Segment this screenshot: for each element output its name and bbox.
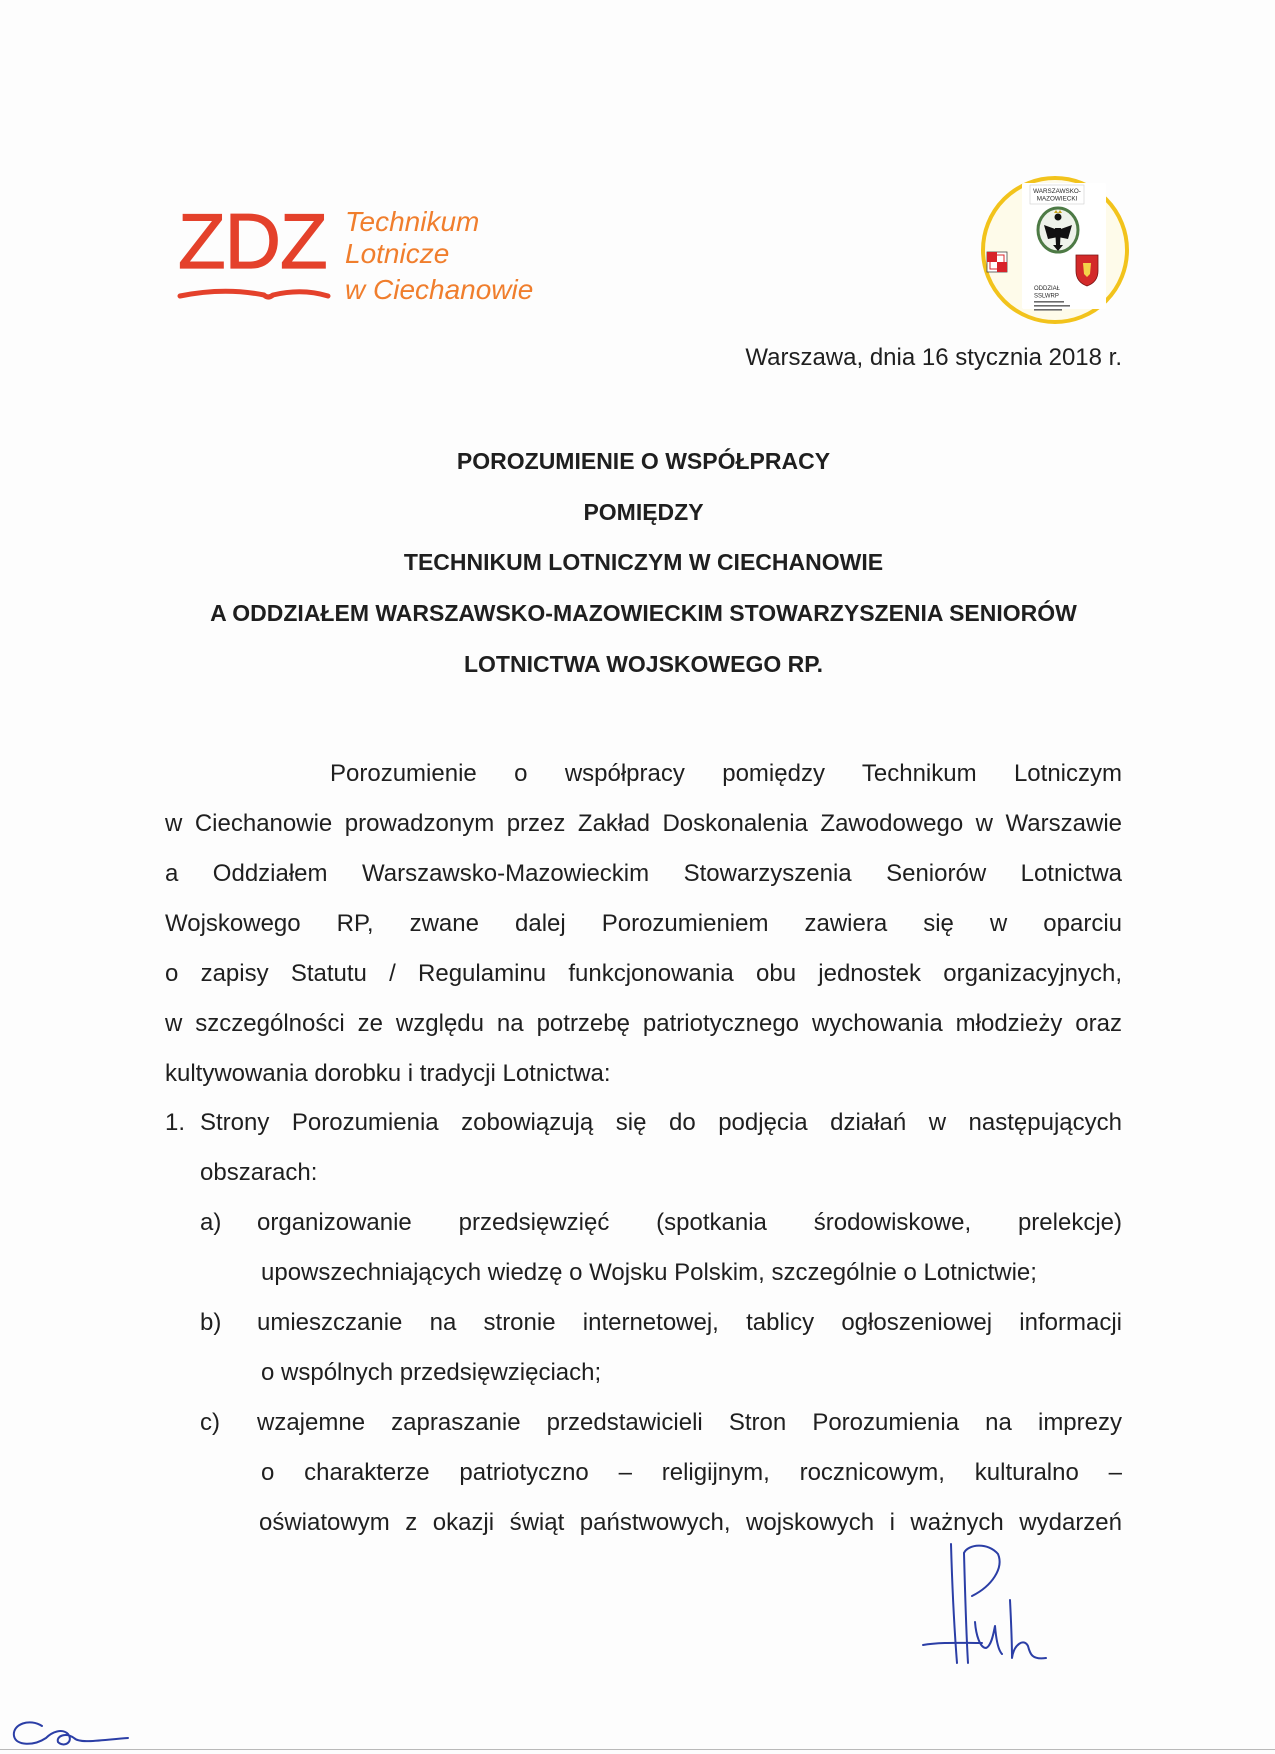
subitem-line (261, 1248, 1122, 1298)
subitem-text: umieszczanie na stronie internetowej, tablicy ogłoszeniowej informacji (257, 1309, 1122, 1337)
title-line: LOTNICTWA WOJSKOWEGO RP. (463, 650, 824, 677)
handwritten-signature (900, 1530, 1070, 1680)
subitem-text: oświatowym z okazji świąt państwowych, wojskowych i ważnych wydarzeń (259, 1508, 1122, 1536)
association-seal (978, 173, 1132, 327)
intro-line-text: Wojskowego RP, zwane dalej Porozumieniem zawiera się w oparciu (165, 909, 1122, 937)
intro-line-text: kultywowania dorobku i tradycji Lotnictwa: (165, 1059, 611, 1087)
coat-of-arms-icon (1076, 255, 1098, 286)
subitem-line (200, 1398, 1122, 1448)
title-line: TECHNIKUM LOTNICZYM W CIECHANOWIE (403, 549, 884, 576)
document-body (0, 749, 1275, 1548)
title-line: POMIĘDZY (583, 498, 704, 525)
subitem-marker: c) (200, 1408, 220, 1436)
seal-top-text: WARSZAWSKO- (1033, 188, 1081, 195)
list-item-line (165, 1098, 1122, 1148)
intro-line (165, 849, 1122, 899)
subitem-marker: b) (200, 1309, 222, 1337)
list-item-line (200, 1148, 1122, 1198)
intro-line-text: Porozumienie o współpracy pomiędzy Technikum Lotniczym (330, 760, 1122, 787)
checkerboard-icon (987, 252, 1007, 272)
intro-line-text: o zapisy Statutu / Regulaminu funkcjonowania obu jednostek organizacyjnych, (165, 959, 1122, 987)
intro-line-text: a Oddziałem Warszawsko-Mazowieckim Stowarzyszenia Seniorów Lotnictwa (165, 859, 1122, 887)
seal-bottom-text: ODDZIAŁ (1034, 286, 1061, 292)
subitem-marker: a) (200, 1209, 222, 1237)
subitem-text: wzajemne zapraszanie przedstawicieli Stron Porozumienia na imprezy (257, 1408, 1122, 1436)
intro-line (165, 1049, 1122, 1099)
title-line: POROZUMIENIE O WSPÓŁPRACY (456, 448, 831, 474)
logo-name-line: w Ciechanowie (345, 274, 534, 305)
intro-line (330, 749, 1122, 799)
seal-top-text: MAZOWIECKI (1036, 195, 1078, 203)
logo-mark: ZDZ (178, 197, 327, 285)
scan-edge-line (0, 1749, 1275, 1750)
subitem-text: o wspólnych przedsięwzięciach; (261, 1359, 602, 1387)
handwritten-initials (0, 1710, 140, 1754)
list-item-text: Strony Porozumienia zobowiązują się do podjęcia działań w następujących (200, 1109, 1122, 1137)
list-item-text: obszarach: (200, 1159, 318, 1187)
intro-line (165, 899, 1122, 949)
subitem-text: o charakterze patriotyczno – religijnym, rocznicowym, kulturalno – (261, 1458, 1122, 1486)
intro-line (165, 799, 1122, 849)
title-line: A ODDZIAŁEM WARSZAWSKO-MAZOWIECKIM STOWARZYSZENIA SENIORÓW (210, 600, 1077, 627)
subitem-line (200, 1198, 1122, 1248)
intro-line (165, 949, 1122, 999)
intro-line (165, 999, 1122, 1049)
subitem-line (261, 1448, 1122, 1498)
subitem-text: upowszechniających wiedzę o Wojsku Polskim, szczególnie o Lotnictwie; (261, 1259, 1037, 1287)
intro-line-text: w Ciechanowie prowadzonym przez Zakład Doskonalenia Zawodowego w Warszawie (165, 809, 1122, 837)
date-line: Warszawa, dnia 16 stycznia 2018 r. (745, 344, 1122, 371)
subitem-line (261, 1348, 1122, 1398)
subitem-text: organizowanie przedsięwzięć (spotkania środowiskowe, prelekcje) (257, 1209, 1122, 1237)
document-title (165, 436, 1122, 689)
intro-line-text: w szczególności ze względu na potrzebę patriotycznego wychowania młodzieży oraz (165, 1009, 1122, 1037)
eagle-emblem-icon (1038, 208, 1078, 252)
seal-bottom-text: SSLWRP (1034, 293, 1059, 300)
logo-name-line: Lotnicze (345, 238, 450, 269)
open-book-swoosh-icon (176, 284, 332, 304)
subitem-line (200, 1298, 1122, 1348)
list-item-marker: 1. (165, 1109, 186, 1137)
logo-name-line: Technikum (345, 206, 480, 237)
